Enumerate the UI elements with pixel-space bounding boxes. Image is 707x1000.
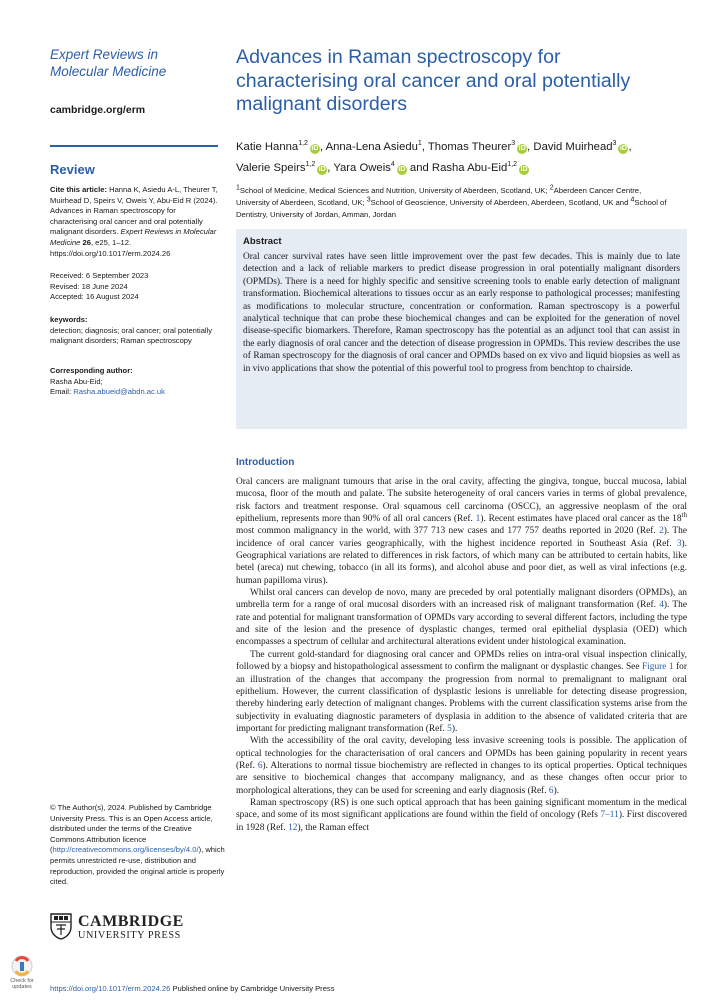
keywords-list: detection; diagnosis; oral cancer; oral potentially malignant disorders; Raman spectroscopy (50, 325, 213, 346)
body-paragraph: Whilst oral cancers can develop de novo, many are preceded by oral potentially malignant disorders (OPMDs), an umbrella term for a range of oral mucosal disorders with an increased risk of malignant transformation (Ref. 4). The rate and potential for malignant transformation of OPMDs vary according to several different factors, including the type and site of the lesion and the presence of dysplastic changes, termed oral epithelial dysplasia (OED) which encompasses a spectrum of cellular and architectural alterations evident under histological examination. (236, 588, 687, 648)
author-name: Thomas Theurer (427, 141, 512, 153)
accepted-date: Accepted: 16 August 2024 (50, 292, 139, 302)
reference-link[interactable]: 12 (288, 822, 298, 833)
cite-pages-doi[interactable]: , e25, 1–12. https://doi.org/10.1017/erm.2024.26 (50, 237, 171, 258)
author-affil: 1,2 (305, 161, 316, 169)
citation (50, 185, 225, 259)
abstract-box (236, 229, 687, 429)
author[interactable] (533, 141, 628, 153)
page-footer (50, 984, 335, 993)
author-name: David Muirhead (533, 141, 613, 153)
cite-volume: 26 (80, 237, 91, 247)
author[interactable] (428, 141, 527, 153)
author[interactable] (432, 162, 529, 174)
cite-journal: Expert Reviews in Molecular Medicine (50, 227, 217, 247)
author-affil: 4 (390, 161, 395, 169)
author-affil: 3 (612, 140, 617, 148)
author-affil: 1,2 (298, 140, 308, 148)
received-date: Received: 6 September 2023 (50, 271, 149, 280)
reference-link[interactable]: 1 (475, 514, 481, 525)
author[interactable] (333, 162, 406, 174)
affil-text: School of Dentistry, University of Jordan, Amman, Jordan (236, 198, 667, 219)
affil-text: School of Medicine, Medical Sciences and Nutrition, University of Aberdeen, Scotland, UK; (239, 186, 550, 195)
cambridge-logo[interactable] (50, 913, 200, 943)
license-notice (50, 803, 225, 888)
license-text-end: ), which permits unrestricted re-use, distribution and reproduction, provided the original article is properly cited. (50, 845, 225, 887)
license-link[interactable]: http://creativecommons.org/licenses/by/4.0/ (52, 845, 199, 855)
cite-label: Cite this article: (50, 185, 107, 194)
sidebar-divider (50, 145, 218, 147)
author[interactable] (326, 141, 422, 153)
author-name: Valerie Speirs (236, 162, 306, 174)
body-paragraph: The current gold-standard for diagnosing oral cancer and OPMDs relies on intra-oral visual inspection clinically, followed by a biopsy and histopathological assessment to confirm the malignant or dysplastic changes. See Figure 1 for an illustration of the changes that accompany the progression from normal to premalignant to malignant oral epithelium. However, the current classification of dysplastic lesions is unreliable for detecting disease progression, thereby hindering early detection of malignant changes. Problems with the current classification systems arise from the subjectivity in evaluating diagnostic parameters of dysplasia in addition to the absence of validated criteria that are important for predicting malignant transformation (Ref. 5). (236, 649, 687, 734)
journal-website[interactable]: cambridge.org/erm (50, 104, 146, 116)
affiliations (236, 185, 676, 221)
license-text: © The Author(s), 2024. Published by Cambridge University Press. This is an Open Access article, distributed under the terms of the Creative Commons Attribution licence ( (50, 803, 213, 855)
body-paragraph: Oral cancers are malignant tumours that arise in the oral cavity, affecting the gingiva, tongue, buccal mucosa, labial mucosa, floor of the mouth and palate. The subsite heterogeneity of oral cancers varies in terms of global prevalence, risk factors and treatment response. Oral squamous cell carcinoma (OSCC), an aggressive neoplasm of the oral epithelium, represents more than 90% of all oral cancers (Ref. 1). Recent estimates have placed oral cancer as the 18th most common malignancy in the world, with 377 713 new cases and 177 757 deaths reported in 2020 (Ref. 2). The incidence of oral cancer varies geographically, with the highest incidence reported in Southeast Asia (Ref. 3). Geographical variations are related to differences in risk factors, of which many can be attributed to certain habits, like betel (areca) nut chewing, tobacco (in all its forms), and alcohol abuse and poor diet, as well as viral infections (e.g. human papilloma virus). (236, 477, 687, 586)
affil-num: 1 (236, 184, 240, 192)
corresponding-author (50, 366, 225, 398)
affil-num: 3 (366, 196, 371, 204)
author-name: Katie Hanna (236, 141, 299, 153)
author[interactable] (236, 141, 320, 153)
corresp-label: Corresponding author: (50, 366, 133, 375)
cite-text: Hanna K, Asiedu A-L, Theurer T, Muirhead D, Speirs V, Oweis Y, Abu-Eid R (2024). Advances in Raman spectroscopy for characterising oral cancer and oral potentially malignant disorders. (50, 185, 218, 237)
affil-text: School of Geoscience, University of Aberdeen, Aberdeen, Scotland, UK and (370, 198, 631, 207)
orcid-icon[interactable]: iD (311, 145, 319, 152)
footer-published: Published online by Cambridge University Press (170, 984, 335, 993)
corresp-email-line (50, 387, 225, 398)
affil-text: Aberdeen Cancer Centre, University of Aberdeen, Scotland, UK; (236, 186, 642, 207)
reference-link[interactable]: 6 (548, 785, 554, 796)
affil-num: 2 (549, 184, 554, 192)
publisher-subtitle: UNIVERSITY PRESS (78, 930, 181, 941)
author-and: and (409, 162, 429, 174)
author-name: Rasha Abu-Eid (431, 162, 508, 174)
article-title: Advances in Raman spectroscopy for characterising oral cancer and oral potentially malignant disorders (236, 46, 631, 116)
body-paragraph: Raman spectroscopy (RS) is one such optical approach that has been gaining significant momentum in the medical space, and some of its most significant applications are found within the field of oncology (Refs 7–11). First discovered in 1928 (Ref. 12), the Raman effect (236, 797, 687, 833)
introduction-heading: Introduction (236, 457, 295, 468)
orcid-icon[interactable]: iD (398, 166, 406, 173)
orcid-icon[interactable]: iD (518, 145, 526, 152)
author-name: Yara Oweis (333, 162, 391, 174)
reference-link[interactable]: 7–11 (600, 810, 619, 821)
orcid-icon[interactable]: iD (318, 166, 326, 173)
reference-link[interactable]: 2 (659, 526, 664, 537)
body-paragraph: With the accessibility of the oral cavity, developing less invasive screening tools is possible. The application of optical technologies for the characterisation of oral cancers and OPMDs has been gaining popularity in recent years (Ref. 6). Alterations to normal tissue biochemistry are reflected in changes to its optical properties. Optical techniques are sensitive to biochemical changes that accompany malignancy, and as these changes often occur prior to morphological alterations, they can be used for screening and early diagnosis (Ref. 6). (236, 736, 687, 796)
reference-link[interactable]: 5 (447, 723, 452, 734)
journal-name[interactable]: Expert Reviews in Molecular Medicine (50, 47, 167, 79)
reference-link[interactable]: 3 (676, 538, 682, 549)
author-affil: 1,2 (507, 161, 518, 169)
affil-num: 4 (630, 196, 635, 204)
email-label: Email: (50, 387, 74, 397)
footer-doi-link[interactable]: https://doi.org/10.1017/erm.2024.26 (50, 984, 171, 993)
orcid-icon[interactable]: iD (619, 145, 627, 152)
reference-link[interactable]: 4 (659, 600, 664, 611)
abstract-heading: Abstract (243, 236, 282, 247)
check-updates-label: Check for updates (10, 978, 34, 990)
email-link[interactable]: Rasha.abueid@abdn.ac.uk (73, 387, 165, 397)
orcid-icon[interactable]: iD (520, 166, 528, 173)
article-type: Review (50, 162, 95, 177)
article-body (236, 476, 687, 834)
corresp-name: Rasha Abu-Eid; (50, 376, 103, 386)
keywords-section (50, 315, 225, 347)
publisher-name: CAMBRIDGE (78, 913, 184, 930)
article-dates (50, 271, 225, 303)
author-affil: 1 (417, 140, 422, 148)
author-affil: 3 (511, 140, 516, 148)
keywords-label: keywords: (50, 315, 88, 324)
reference-link[interactable]: 6 (257, 760, 263, 771)
revised-date: Revised: 18 June 2024 (50, 281, 128, 291)
check-updates-icon (8, 955, 36, 979)
check-for-updates-badge[interactable] (8, 955, 36, 993)
author-name: Anna-Lena Asiedu (325, 141, 418, 153)
cambridge-shield-icon (50, 913, 72, 940)
abstract-text: Oral cancer survival rates have seen little improvement over the past few decades. This is mainly due to late detection and a lack of reliable markers to predict disease progression in oral potentially malignant disorders (OPMDs). There is a need for highly specific and sensitive screening tools to enable early detection of malignant transformation. Biochemical alterations to tissues occur as an early response to pathological processes; manifesting as modifications to molecular structure, concentration or conformation. Raman spectroscopy is a powerful analytical technique that can probe these biochemical changes and can be exploited for the generation of novel disease-specific biomarkers. Therefore, Raman spectroscopy has the potential as an adjunct tool that can assist in the early diagnosis of oral cancer and the detection of disease progression in OPMDs. This review describes the use of Raman spectroscopy for the diagnosis of oral cancer and OPMDs based on ex vivo and liquid biopsies as well as in vivo applications that show the potential of this powerful tool to progress from benchtop to chairside. (243, 252, 680, 374)
author[interactable] (236, 162, 327, 174)
author-list: Katie Hanna$^{1,2}$iD , Anna-Lena Asiedu$^1$, Thomas Theurer$^3$iD , David Muirhead$^3$iD , Valerie Speirs$^{1,2}$iD , Yara Oweis$^4$iD and Rasha Abu-Eid$^{1,2}$iD (236, 140, 632, 174)
figure-link[interactable]: Figure 1 (641, 662, 674, 673)
